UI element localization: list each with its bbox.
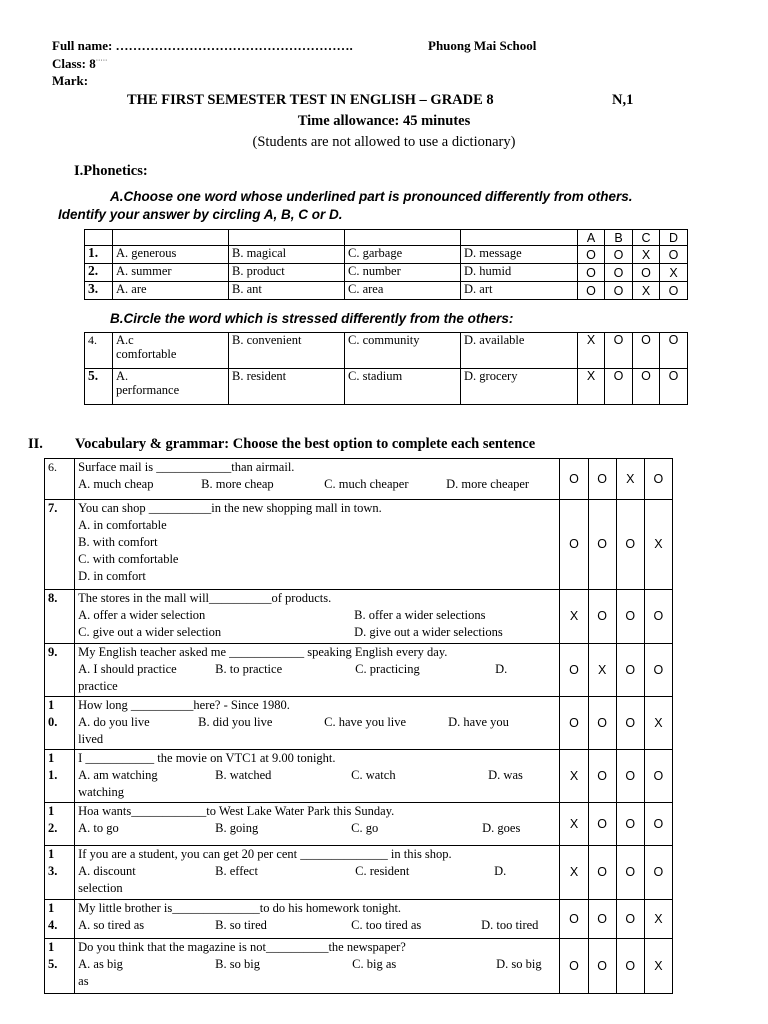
test-number: N,1	[612, 92, 634, 108]
options-row	[78, 917, 556, 934]
full-name-line: Full name: ……………………………………………….	[52, 38, 353, 53]
answer-mark: O	[616, 750, 644, 803]
answer-mark: O	[605, 264, 633, 282]
answer-mark: O	[588, 900, 616, 939]
question-number: 1.	[85, 246, 113, 264]
option-d-continued: watching	[78, 785, 124, 799]
question-number	[45, 846, 75, 900]
table-row	[45, 900, 673, 939]
answer-mark: O	[644, 644, 672, 697]
answer-mark: O	[605, 333, 633, 369]
answer-mark: O	[616, 644, 644, 697]
answer-mark: X	[644, 697, 672, 750]
col-d: D	[660, 230, 688, 246]
options-row	[78, 476, 556, 493]
answer-mark: O	[605, 369, 633, 405]
question-cell	[75, 846, 560, 900]
answer-mark: X	[560, 846, 588, 900]
answer-mark: O	[660, 246, 688, 264]
option-a[interactable]: A. to go	[78, 821, 119, 835]
answer-mark: X	[578, 369, 605, 405]
table-row	[45, 644, 673, 697]
option-c[interactable]: C. watch	[351, 768, 396, 782]
answer-mark: O	[560, 900, 588, 939]
option-a[interactable]: A. in comfortable	[78, 518, 167, 532]
question-cell	[75, 900, 560, 939]
instruction-a-line2: Identify your answer by circling A, B, C or D.	[58, 207, 343, 222]
question-number-part2: 0.	[48, 715, 58, 729]
answer-mark: O	[644, 459, 672, 500]
answer-mark: O	[588, 939, 616, 994]
mark-line: Mark:	[52, 73, 89, 88]
col-a: A	[578, 230, 605, 246]
option-d[interactable]: D. too tired	[481, 918, 539, 932]
question-number: 4.	[85, 333, 113, 369]
instruction-b: B.Circle the word which is stressed differently from the others:	[110, 311, 514, 326]
question-cell	[75, 697, 560, 750]
table-row	[45, 750, 673, 803]
answer-mark: O	[560, 644, 588, 697]
answer-mark: O	[644, 590, 672, 644]
answer-mark: O	[560, 459, 588, 500]
option-a[interactable]: A. generous	[113, 246, 229, 264]
option-d[interactable]: D. art	[461, 282, 578, 300]
question-number-part1: 1	[48, 901, 55, 915]
option-c[interactable]: C. community	[345, 333, 461, 369]
stress-table	[84, 332, 688, 405]
answer-mark: O	[588, 459, 616, 500]
table-row	[85, 246, 688, 264]
option-d-continued: selection	[78, 881, 123, 895]
answer-mark: O	[588, 803, 616, 846]
question-number-part1: 1	[48, 698, 55, 712]
grammar-table	[44, 458, 673, 994]
answer-mark: O	[633, 264, 660, 282]
question-cell	[75, 459, 560, 500]
option-d-continued: practice	[78, 679, 118, 693]
class-label: Class: 8	[52, 56, 96, 71]
option-a[interactable]: A. I should practice	[78, 662, 177, 676]
school-name: Phuong Mai School	[428, 38, 537, 53]
answer-mark: X	[633, 246, 660, 264]
question-text: My little brother is______________to do his homework tonight.	[78, 901, 402, 915]
option-a-word: comfortable	[116, 347, 177, 361]
question-number	[45, 939, 75, 994]
answer-mark: O	[616, 846, 644, 900]
answer-mark: O	[588, 500, 616, 590]
question-text: Surface mail is ____________than airmail.	[78, 460, 295, 474]
option-b[interactable]: B. so tired	[215, 918, 267, 932]
part2-heading: Vocabulary & grammar: Choose the best option to complete each sentence	[75, 436, 536, 452]
question-number: 8.	[45, 590, 75, 644]
option-a[interactable]: A. are	[113, 282, 229, 300]
table-row	[45, 459, 673, 500]
table-row	[85, 333, 688, 369]
table-row	[85, 282, 688, 300]
question-text: You can shop __________in the new shopping mall in town.	[78, 501, 382, 515]
answer-mark: O	[633, 369, 660, 405]
answer-mark: O	[644, 846, 672, 900]
answer-mark: O	[578, 264, 605, 282]
time-allowance: Time allowance: 45 minutes	[297, 113, 471, 129]
option-c[interactable]: C. too tired as	[351, 918, 422, 932]
option-b[interactable]: B. so big	[215, 957, 260, 971]
table-row	[45, 590, 673, 644]
table-row	[45, 846, 673, 900]
option-c[interactable]: C. give out a wider selection	[78, 625, 222, 639]
phonetics-table	[84, 229, 688, 300]
option-d[interactable]: D. more cheaper	[446, 477, 530, 491]
option-b[interactable]: B. going	[215, 821, 259, 835]
table-row	[45, 697, 673, 750]
answer-mark: X	[644, 900, 672, 939]
option-c[interactable]: C. much cheaper	[324, 477, 409, 491]
options-row	[78, 714, 556, 731]
options-row	[78, 820, 556, 837]
option-c[interactable]: C. with comfortable	[78, 552, 179, 566]
option-d[interactable]: D. have you	[448, 715, 509, 729]
answer-mark: O	[644, 750, 672, 803]
option-b[interactable]: B. watched	[215, 768, 272, 782]
question-number: 3.	[85, 282, 113, 300]
question-text: Do you think that the magazine is not__________the newspaper?	[78, 940, 406, 954]
question-number-part2: 3.	[48, 864, 58, 878]
options-row	[78, 607, 556, 624]
phonetics-header-row	[85, 230, 688, 246]
question-cell	[75, 590, 560, 644]
question-cell	[75, 500, 560, 590]
options-row	[78, 624, 556, 641]
option-d-continued: as	[78, 974, 89, 988]
answer-mark: O	[560, 939, 588, 994]
options-row	[78, 767, 556, 784]
answer-mark: O	[616, 803, 644, 846]
option-a[interactable]: A. discount	[78, 864, 136, 878]
option-d[interactable]: D. grocery	[461, 369, 578, 405]
answer-mark: X	[578, 333, 605, 369]
option-c[interactable]: C. have you live	[324, 715, 407, 729]
question-number: 5.	[85, 369, 113, 405]
option-b[interactable]: B. offer a wider selections	[354, 608, 486, 622]
table-row	[45, 500, 673, 590]
option-b[interactable]: B. convenient	[229, 333, 345, 369]
answer-mark: O	[660, 282, 688, 300]
question-number-part2: 1.	[48, 768, 58, 782]
option-c[interactable]: C. garbage	[345, 246, 461, 264]
answer-mark: X	[644, 500, 672, 590]
answer-mark: X	[660, 264, 688, 282]
table-row	[45, 939, 673, 994]
question-number	[45, 803, 75, 846]
option-a[interactable]	[113, 369, 229, 405]
instruction-a-line1: A.Choose one word whose underlined part is pronounced differently from others.	[110, 189, 633, 204]
question-number-part2: 2.	[48, 821, 58, 835]
answer-mark: X	[633, 282, 660, 300]
table-row	[85, 264, 688, 282]
col-b: B	[605, 230, 633, 246]
answer-mark: X	[644, 939, 672, 994]
answer-mark: X	[560, 590, 588, 644]
question-text: I ___________ the movie on VTC1 at 9.00 tonight.	[78, 751, 336, 765]
option-c[interactable]: C. practicing	[355, 662, 420, 676]
question-number	[45, 750, 75, 803]
answer-mark: O	[616, 500, 644, 590]
col-c: C	[633, 230, 660, 246]
answer-mark: O	[616, 590, 644, 644]
answer-mark: O	[605, 282, 633, 300]
question-number: 6.	[45, 459, 75, 500]
option-b[interactable]: B. magical	[229, 246, 345, 264]
dictionary-note: (Students are not allowed to use a dictionary)	[252, 134, 516, 150]
answer-mark: O	[616, 900, 644, 939]
test-title: THE FIRST SEMESTER TEST IN ENGLISH – GRADE 8	[127, 92, 494, 108]
question-number	[45, 900, 75, 939]
option-b[interactable]: B. effect	[215, 864, 258, 878]
option-b[interactable]: B. did you live	[198, 715, 273, 729]
option-b[interactable]: B. product	[229, 264, 345, 282]
option-d[interactable]: D.	[495, 662, 508, 676]
option-a[interactable]: A. much cheap	[78, 477, 154, 491]
option-a[interactable]: A. summer	[113, 264, 229, 282]
answer-mark: O	[588, 846, 616, 900]
option-a[interactable]: A. do you live	[78, 715, 150, 729]
class-dots: ·····	[95, 56, 108, 65]
answer-mark: X	[560, 750, 588, 803]
question-cell	[75, 803, 560, 846]
option-d[interactable]: D. so big	[496, 957, 542, 971]
answer-mark: O	[578, 246, 605, 264]
answer-mark: O	[616, 697, 644, 750]
question-number: 9.	[45, 644, 75, 697]
options-row	[78, 863, 556, 880]
question-number-part1: 1	[48, 847, 55, 861]
phonetics-heading: I.Phonetics:	[74, 163, 148, 179]
table-row	[45, 803, 673, 846]
part2-number: II.	[28, 436, 43, 452]
answer-mark: O	[560, 697, 588, 750]
class-line	[52, 56, 107, 72]
option-d[interactable]: D. in comfort	[78, 569, 146, 583]
option-d[interactable]: D. goes	[482, 821, 521, 835]
option-d[interactable]: D. humid	[461, 264, 578, 282]
option-c[interactable]: C. go	[351, 821, 379, 835]
question-number	[45, 697, 75, 750]
question-text: My English teacher asked me ____________ speaking English every day.	[78, 645, 448, 659]
question-number-part1: 1	[48, 940, 55, 954]
option-a[interactable]: A. so tired as	[78, 918, 145, 932]
options-row	[78, 661, 556, 678]
option-d[interactable]: D. message	[461, 246, 578, 264]
option-b[interactable]: B. with comfort	[78, 535, 158, 549]
answer-mark: O	[588, 697, 616, 750]
answer-mark: O	[588, 750, 616, 803]
question-text: The stores in the mall will__________of products.	[78, 591, 332, 605]
question-text: If you are a student, you can get 20 per cent ______________ in this shop.	[78, 847, 452, 861]
question-cell	[75, 750, 560, 803]
option-b[interactable]: B. resident	[229, 369, 345, 405]
answer-mark: O	[605, 246, 633, 264]
answer-mark: O	[560, 500, 588, 590]
option-b[interactable]: B. more cheap	[201, 477, 274, 491]
option-a[interactable]: A. am watching	[78, 768, 158, 782]
option-c[interactable]: C. number	[345, 264, 461, 282]
option-a[interactable]: A. offer a wider selection	[78, 608, 206, 622]
table-row	[85, 369, 688, 405]
question-cell	[75, 939, 560, 994]
answer-mark: O	[578, 282, 605, 300]
option-b[interactable]: B. to practice	[215, 662, 283, 676]
question-number-part1: 1	[48, 751, 55, 765]
option-d[interactable]: D.	[494, 864, 507, 878]
option-d[interactable]: D. give out a wider selections	[354, 625, 503, 639]
question-number: 2.	[85, 264, 113, 282]
question-number-part2: 5.	[48, 957, 58, 971]
option-d-continued: lived	[78, 732, 104, 746]
question-text: How long __________here? - Since 1980.	[78, 698, 290, 712]
option-c[interactable]: C. area	[345, 282, 461, 300]
option-a-letter: A.c	[116, 333, 134, 347]
question-number-part2: 4.	[48, 918, 58, 932]
answer-mark: X	[560, 803, 588, 846]
option-a-word: performance	[116, 383, 180, 397]
answer-mark: O	[633, 333, 660, 369]
option-a[interactable]	[113, 333, 229, 369]
options-row	[78, 956, 556, 973]
option-a[interactable]: A. as big	[78, 957, 123, 971]
question-number-part1: 1	[48, 804, 55, 818]
answer-mark: O	[616, 939, 644, 994]
answer-mark: O	[588, 590, 616, 644]
question-cell	[75, 644, 560, 697]
option-c[interactable]: C. resident	[355, 864, 410, 878]
question-number: 7.	[45, 500, 75, 590]
answer-mark: O	[660, 333, 688, 369]
option-b[interactable]: B. ant	[229, 282, 345, 300]
answer-mark: X	[616, 459, 644, 500]
answer-mark: O	[660, 369, 688, 405]
option-d[interactable]: D. available	[461, 333, 578, 369]
question-text: Hoa wants____________to West Lake Water Park this Sunday.	[78, 804, 395, 818]
option-c[interactable]: C. big as	[352, 957, 397, 971]
option-d[interactable]: D. was	[488, 768, 523, 782]
option-c[interactable]: C. stadium	[345, 369, 461, 405]
answer-mark: X	[588, 644, 616, 697]
option-a-letter: A.	[116, 369, 129, 383]
answer-mark: O	[644, 803, 672, 846]
